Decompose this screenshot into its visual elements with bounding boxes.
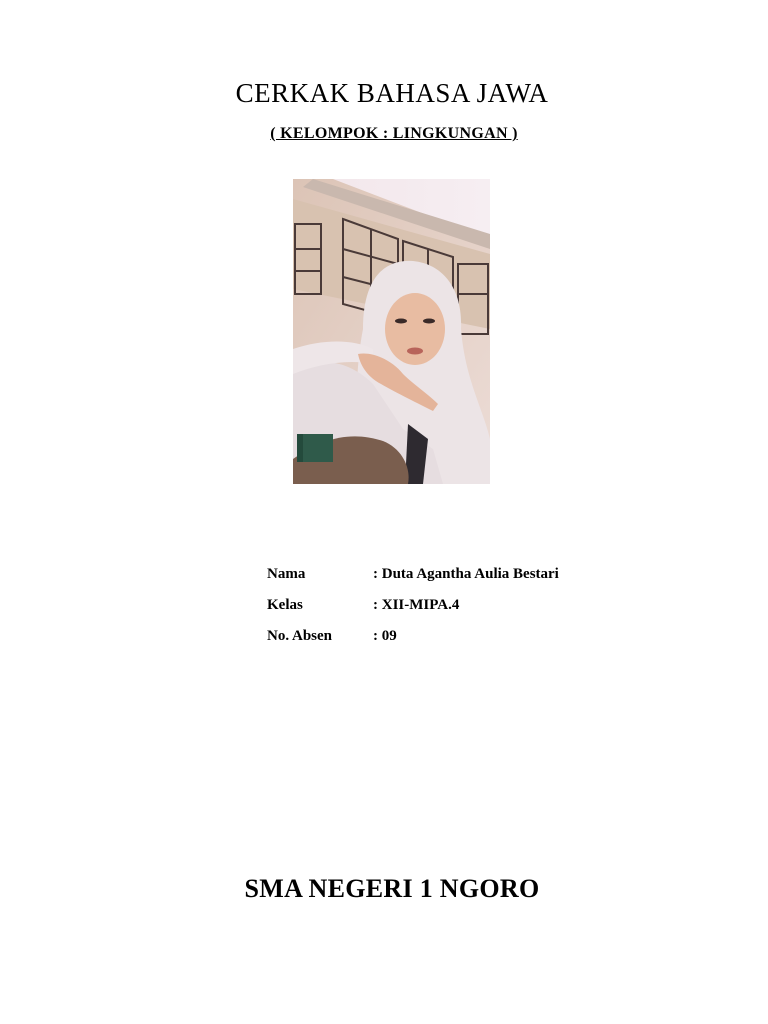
identity-label: Kelas — [267, 597, 303, 613]
document-title: CERKAK BAHASA JAWA — [235, 78, 549, 108]
student-photo — [293, 179, 490, 484]
identity-row-number — [267, 626, 559, 657]
identity-value: : Duta Agantha Aulia Bestari — [373, 566, 559, 582]
identity-label: No. Absen — [267, 628, 333, 644]
student-identity — [267, 564, 559, 657]
school-name: SMA NEGERI 1 NGORO — [244, 874, 540, 903]
identity-value: : 09 — [373, 628, 397, 644]
student-portrait-photo-icon — [293, 179, 490, 484]
identity-row-name — [267, 564, 559, 595]
identity-value: : XII-MIPA.4 — [373, 597, 460, 613]
document-subtitle: ( KELOMPOK : LINGKUNGAN ) — [270, 125, 518, 142]
identity-label: Nama — [267, 566, 306, 582]
identity-row-class — [267, 595, 559, 626]
